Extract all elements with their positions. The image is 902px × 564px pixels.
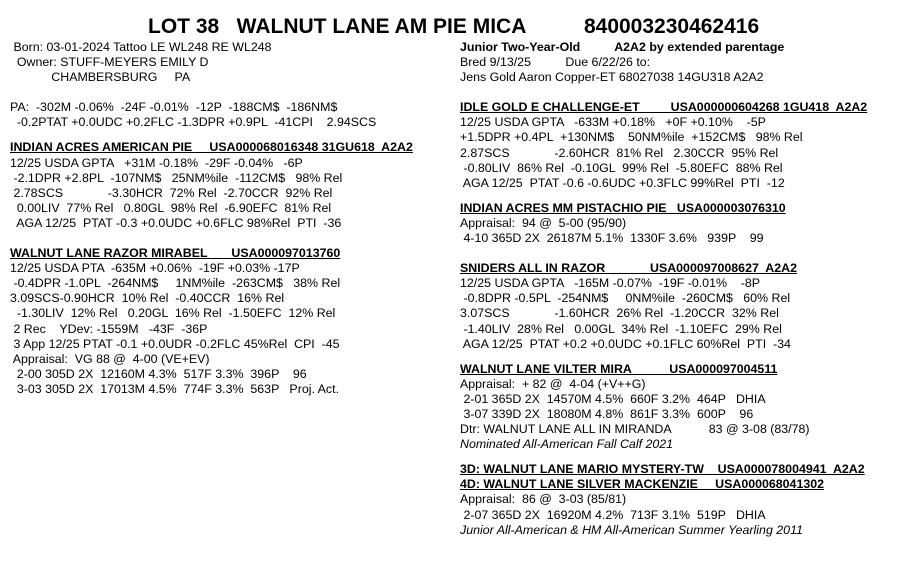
bull-line: 12/25 USDA GPTA -633M +0.18% +0F +0.10% -5P <box>460 115 766 130</box>
dam-header: WALNUT LANE RAZOR MIRABEL USA000097013760 <box>10 246 341 261</box>
dam-line: 3.09SCS-0.90HCR 10% Rel -0.40CCR 16% Rel <box>10 291 285 306</box>
sniders-header: SNIDERS ALL IN RAZOR USA000097008627 A2A2 <box>460 261 797 276</box>
sire-line: 0.00LIV 77% Rel 0.80GL 98% Rel -6.90EFC 81% Rel <box>10 200 332 215</box>
born-line: Born: 03-01-2024 Tattoo LE WL248 RE WL248 <box>10 40 272 54</box>
sire-line: AGA 12/25 PTAT -0.3 +0.0UDC +0.6FLC 98%Rel PTI -36 <box>10 215 342 230</box>
fourth-dam-line: 2-07 365D 2X 16920M 4.2% 713F 3.1% 519P DHIA <box>460 507 766 522</box>
bull-header: IDLE GOLD E CHALLENGE-ET USA000000604268 1GU418 A2A2 <box>460 100 868 115</box>
owner-location-line: CHAMBERSBURG PA <box>10 70 191 85</box>
pistachio-line: 4-10 365D 2X 26187M 5.1% 1330F 3.6% 939P 99 <box>460 231 764 246</box>
fourth-dam-line: Appraisal: 86 @ 3-03 (85/81) <box>460 492 627 507</box>
vilter-line: Appraisal: + 82 @ 4-04 (+V++G) <box>460 376 646 391</box>
a2-parentage: A2A2 by extended parentage <box>580 40 785 54</box>
sniders-line: -1.40LIV 28% Rel 0.00GL 34% Rel -1.10EFC 29% Rel <box>460 321 782 336</box>
class-line <box>460 40 900 55</box>
fourth-dam-header: 4D: WALNUT LANE SILVER MACKENZIE USA000068041302 <box>460 477 825 492</box>
sire-line: 2.78SCS -3.30HCR 72% Rel -2.70CCR 92% Rel <box>10 185 333 200</box>
pistachio-line: Appraisal: 94 @ 5-00 (95/90) <box>460 215 627 230</box>
vilter-line: 3-07 339D 2X 18080M 4.8% 861F 3.3% 600P 96 <box>460 406 754 421</box>
sniders-line: -0.8DPR -0.5PL -254NM$ 0NM%ile -260CM$ 60% Rel <box>460 291 791 306</box>
dam-line: 3-03 305D 2X 17013M 4.5% 774F 3.3% 563P Proj. Act. <box>10 381 340 396</box>
dam-line: 2-00 305D 2X 12160M 4.3% 517F 3.3% 396P 96 <box>10 366 307 381</box>
vilter-note: Nominated All-American Fall Calf 2021 <box>460 437 674 452</box>
bred-line: Bred 9/13/25 Due 6/22/26 to: <box>460 55 651 70</box>
dam-line: -1.30LIV 12% Rel 0.20GL 16% Rel -1.50EFC 12% Rel <box>10 306 336 321</box>
bull-line: -0.80LIV 86% Rel -0.10GL 99% Rel -5.80EFC 88% Rel <box>460 160 783 175</box>
dam-line: 3 App 12/25 PTAT -0.1 +0.0UDR -0.2FLC 45%Rel CPI -45 <box>10 336 340 351</box>
bull-line: +1.5DPR +0.4PL +130NM$ 50NM%ile +152CM$ 98% Rel <box>460 130 803 145</box>
sniders-line: 3.07SCS -1.60HCR 26% Rel -1.20CCR 32% Rel <box>460 306 779 321</box>
bred-to-line: Jens Gold Aaron Copper-ET 68027038 14GU318 A2A2 <box>460 70 764 85</box>
dam-line: Appraisal: VG 88 @ 4-00 (VE+EV) <box>10 351 210 366</box>
dam-line: 12/25 USDA PTA -635M +0.06% -19F +0.03% -17P <box>10 261 300 276</box>
pa-line-2: -0.2PTAT +0.0UDC +0.2FLC -1.3DPR +0.9PL -41CPI 2.94SCS <box>10 115 377 130</box>
page-title: LOT 38 WALNUT LANE AM PIE MICA 840003230462416 <box>148 15 760 38</box>
class-label: Junior Two-Year-Old <box>460 40 581 54</box>
right-column <box>460 40 900 538</box>
sire-line: 12/25 USDA GPTA +31M -0.18% -29F -0.04% -6P <box>10 155 303 170</box>
pa-line-1: PA: -302M -0.06% -24F -0.01% -12P -188CM$ -186NM$ <box>10 100 338 115</box>
dam-line: 2 Rec YDev: -1559M -43F -36P <box>10 321 208 336</box>
dam-line: -0.4DPR -1.0PL -264NM$ 1NM%ile -263CM$ 38% Rel <box>10 276 341 291</box>
vilter-line: Dtr: WALNUT LANE ALL IN MIRANDA 83 @ 3-08 (83/78) <box>460 422 810 437</box>
owner-line: Owner: STUFF-MEYERS EMILY D <box>10 55 209 70</box>
vilter-header: WALNUT LANE VILTER MIRA USA000097004511 <box>460 361 778 376</box>
vilter-line: 2-01 365D 2X 14570M 4.5% 660F 3.2% 464P DHIA <box>460 391 766 406</box>
fourth-dam-note: Junior All-American & HM All-American Summer Yearling 2011 <box>460 522 803 537</box>
left-column <box>10 40 450 397</box>
sire-header: INDIAN ACRES AMERICAN PIE USA000068016348 31GU618 A2A2 <box>10 140 413 155</box>
sire-line: -2.1DPR +2.8PL -107NM$ 25NM%ile -112CM$ 98% Rel <box>10 170 343 185</box>
sniders-line: AGA 12/25 PTAT +0.2 +0.0UDC +0.1FLC 60%Rel PTI -34 <box>460 336 791 351</box>
third-dam-header: 3D: WALNUT LANE MARIO MYSTERY-TW USA000078004941 A2A2 <box>460 462 865 477</box>
sniders-line: 12/25 USDA GPTA -165M -0.07% -19F -0.01% -8P <box>460 276 761 291</box>
pistachio-header: INDIAN ACRES MM PISTACHIO PIE USA000003076310 <box>460 200 786 215</box>
bull-line: 2.87SCS -2.60HCR 81% Rel 2.30CCR 95% Rel <box>460 145 779 160</box>
bull-line: AGA 12/25 PTAT -0.6 -0.6UDC +0.3FLC 99%Rel PTI -12 <box>460 175 785 190</box>
